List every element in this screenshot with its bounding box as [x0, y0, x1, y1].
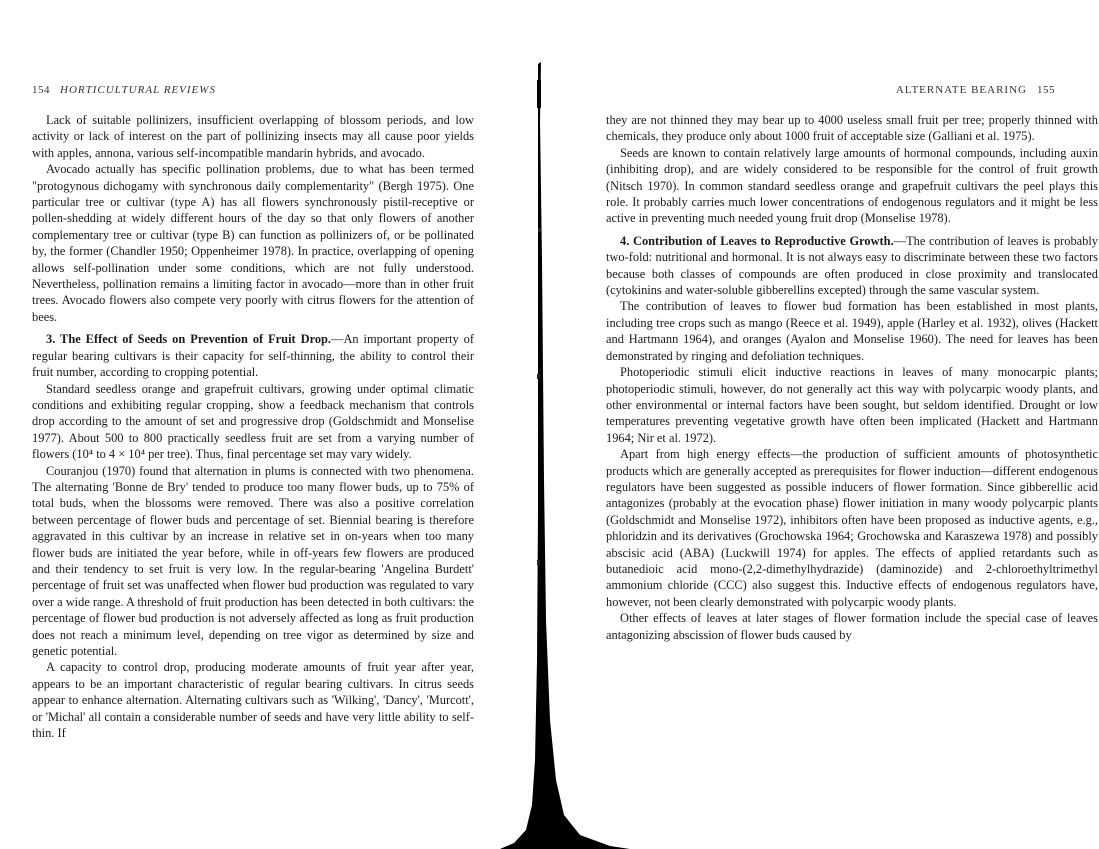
section-text: —An important property of regular bearing cultivars is their capacity for self-thinning, the ability to control their fruit number, according to cropping potential.: [32, 332, 474, 380]
paragraph: Seeds are known to contain relatively large amounts of hormonal compounds, including auxin (inhibiting drop), and are widely considered to be responsible for the control of fruit growth (Nitsch 1970). In common standard seedless orange and grapefruit cultivars the peel plays this role. It probably carries much lower concentrations of endogenous regulators and it might be less active in preventing much needed young fruit drop (Monselise 1978).: [606, 145, 1098, 226]
page-number: 154: [32, 84, 50, 96]
left-page: [0, 0, 520, 849]
running-title: ALTERNATE BEARING: [895, 84, 1027, 96]
paragraph: A capacity to control drop, producing moderate amounts of fruit year after year, appears to be an important characteristic of regular bearing cultivars. In citrus seeds appear to enhance alternation. Alternating cultivars such as 'Wilking', 'Dancy', 'Murcott', or 'Michal' all contain a considerable number of seeds and have very little ability to self-thin. If: [32, 660, 474, 741]
running-head: [896, 84, 1055, 98]
paragraph: Standard seedless orange and grapefruit cultivars, growing under optimal climatic conditions and exhibiting regular cropping, show a feedback mechanism that controls drop according to the amount of set and progressive drop (Goldschmidt and Monselise 1977). About 500 to 800 practically seedless fruit are set from a varying number of flowers (10⁴ to 4 × 10⁴ per tree). Thus, final percentage set may vary widely.: [32, 381, 474, 462]
scan-artifact-mark: [537, 374, 540, 379]
text-column: [606, 112, 1098, 643]
paragraph: Avocado actually has specific pollination problems, due to what has been termed "protogynous dichogamy with synchronous daily complementarity" (Bergh 1975). One particular tree or cultivar (type A) has all flowers synchronously pistil-receptive or pollen-shedding at widely different hours of the day so that only flowers of another complementary tree or cultivar (type B) can function as pollinizers of, or be pollinated by, the former (Chandler 1950; Oppenheimer 1978). In practice, overlapping of opening allows self-pollination under some conditions, which are not fully understood. Nevertheless, pollination remains a limiting factor in avocado—more than in other fruit trees. Avocado flowers also compete very poorly with citrus flowers for the attention of bees.: [32, 162, 474, 324]
paragraph: Couranjou (1970) found that alternation in plums is connected with two phenomena. The alternating 'Bonne de Bry' tended to produce too many flower buds, up to 75% of total buds, when the blossoms were removed. There was also a positive correlation between percentage of flower buds and percentage of set. Biennial bearing is therefore aggravated in this cultivar by an increase in relative set in on-years when too many flower buds are initiated the year before, while in off-years few flowers are produced and their tendency to set fruit is very low. In the regular-bearing 'Angelina Burdett' percentage of fruit set was unaffected when flower bud production was regulated to vary over a wide range. A threshold of fruit production has been detected in both cultivars: the percentage of flower bud production is not adversely affected as long as fruit production does not reach a minimum level, depending on tree vigor as determined by size and genetic potential.: [32, 463, 474, 658]
scan-artifact-mark: [537, 560, 540, 565]
text-column: [32, 112, 474, 741]
section-paragraph: [32, 331, 474, 380]
running-title: HORTICULTURAL REVIEWS: [60, 84, 216, 96]
right-page: [560, 0, 1099, 849]
section-heading: 4. Contribution of Leaves to Reproductive Growth.: [620, 233, 894, 248]
page-number: 155: [1037, 84, 1055, 96]
section-heading: 3. The Effect of Seeds on Prevention of Fruit Drop.: [46, 332, 332, 347]
paragraph: The contribution of leaves to flower bud formation has been established in most plants, including tree crops such as mango (Reece et al. 1949), apple (Harley et al. 1932), olives (Hackett and Hartmann 1964), and oranges (Ayalon and Monselise 1960). The need for leaves has been demonstrated by ringing and defoliation techniques.: [606, 299, 1098, 363]
scan-artifact-mark: [538, 228, 541, 232]
paragraph: Photoperiodic stimuli elicit inductive reactions in leaves of many monocarpic plants; photoperiodic stimuli, however, do not generally act this way with polycarpic woody plants, and other environmental or internal factors have been sought, but seldom identified. Drought or low temperatures preventing vegetative growth have often been implicated (Hackett and Hartmann 1964; Nir et al. 1972).: [606, 365, 1098, 445]
paragraph: Lack of suitable pollinizers, insufficient overlapping of blossom periods, and low activity or lack of interest on the part of pollinizing insects may all cause poor yields with apples, annona, various self-incompatible mandarin hybrids, and avocado.: [32, 113, 474, 160]
section-text: —The contribution of leaves is probably two-fold: nutritional and hormonal. It is not always easy to discriminate between these two factors because both classes of compounds are often produced in close proximity and translocated (cytokinins and water-soluble gibberellins excepted) through the same vascular system.: [606, 233, 1098, 298]
running-head: [32, 84, 216, 98]
section-paragraph: [606, 233, 1098, 299]
paragraph: Apart from high energy effects—the production of sufficient amounts of photosynthetic products which are generally accepted as prerequisites for flower induction—different endogenous regulators have been suggested as possible inducers of flower formation. Since gibberellic acid antagonizes (probably at the evocation phase) flower initiation in many woody polycarpic plants (Goldschmidt and Monselise 1972), inhibitors often have been proposed as inductive agents, e.g., phloridzin and its derivatives (Grochowska 1964; Grochowska and Karaszewa 1978) and possibly abscisic acid (ABA) (Luckwill 1974) for apples. The effects of applied retardants such as butanedioic acid mono-(2,2-dimethylhydrazide) (daminozide) and 2-chloroethyltrimethyl ammonium chloride (CCC) also suggest this. Inductive effects of endogenous regulators have, however, not been clearly demonstrated with polycarpic woody plants.: [606, 447, 1098, 609]
paragraph: they are not thinned they may bear up to 4000 useless small fruit per tree; properly thinned with chemicals, they produce only about 1000 fruit of acceptable size (Galliani et al. 1975).: [606, 113, 1098, 144]
paragraph: Other effects of leaves at later stages of flower formation include the special case of leaves antagonizing abscission of flower buds caused by: [606, 611, 1098, 642]
